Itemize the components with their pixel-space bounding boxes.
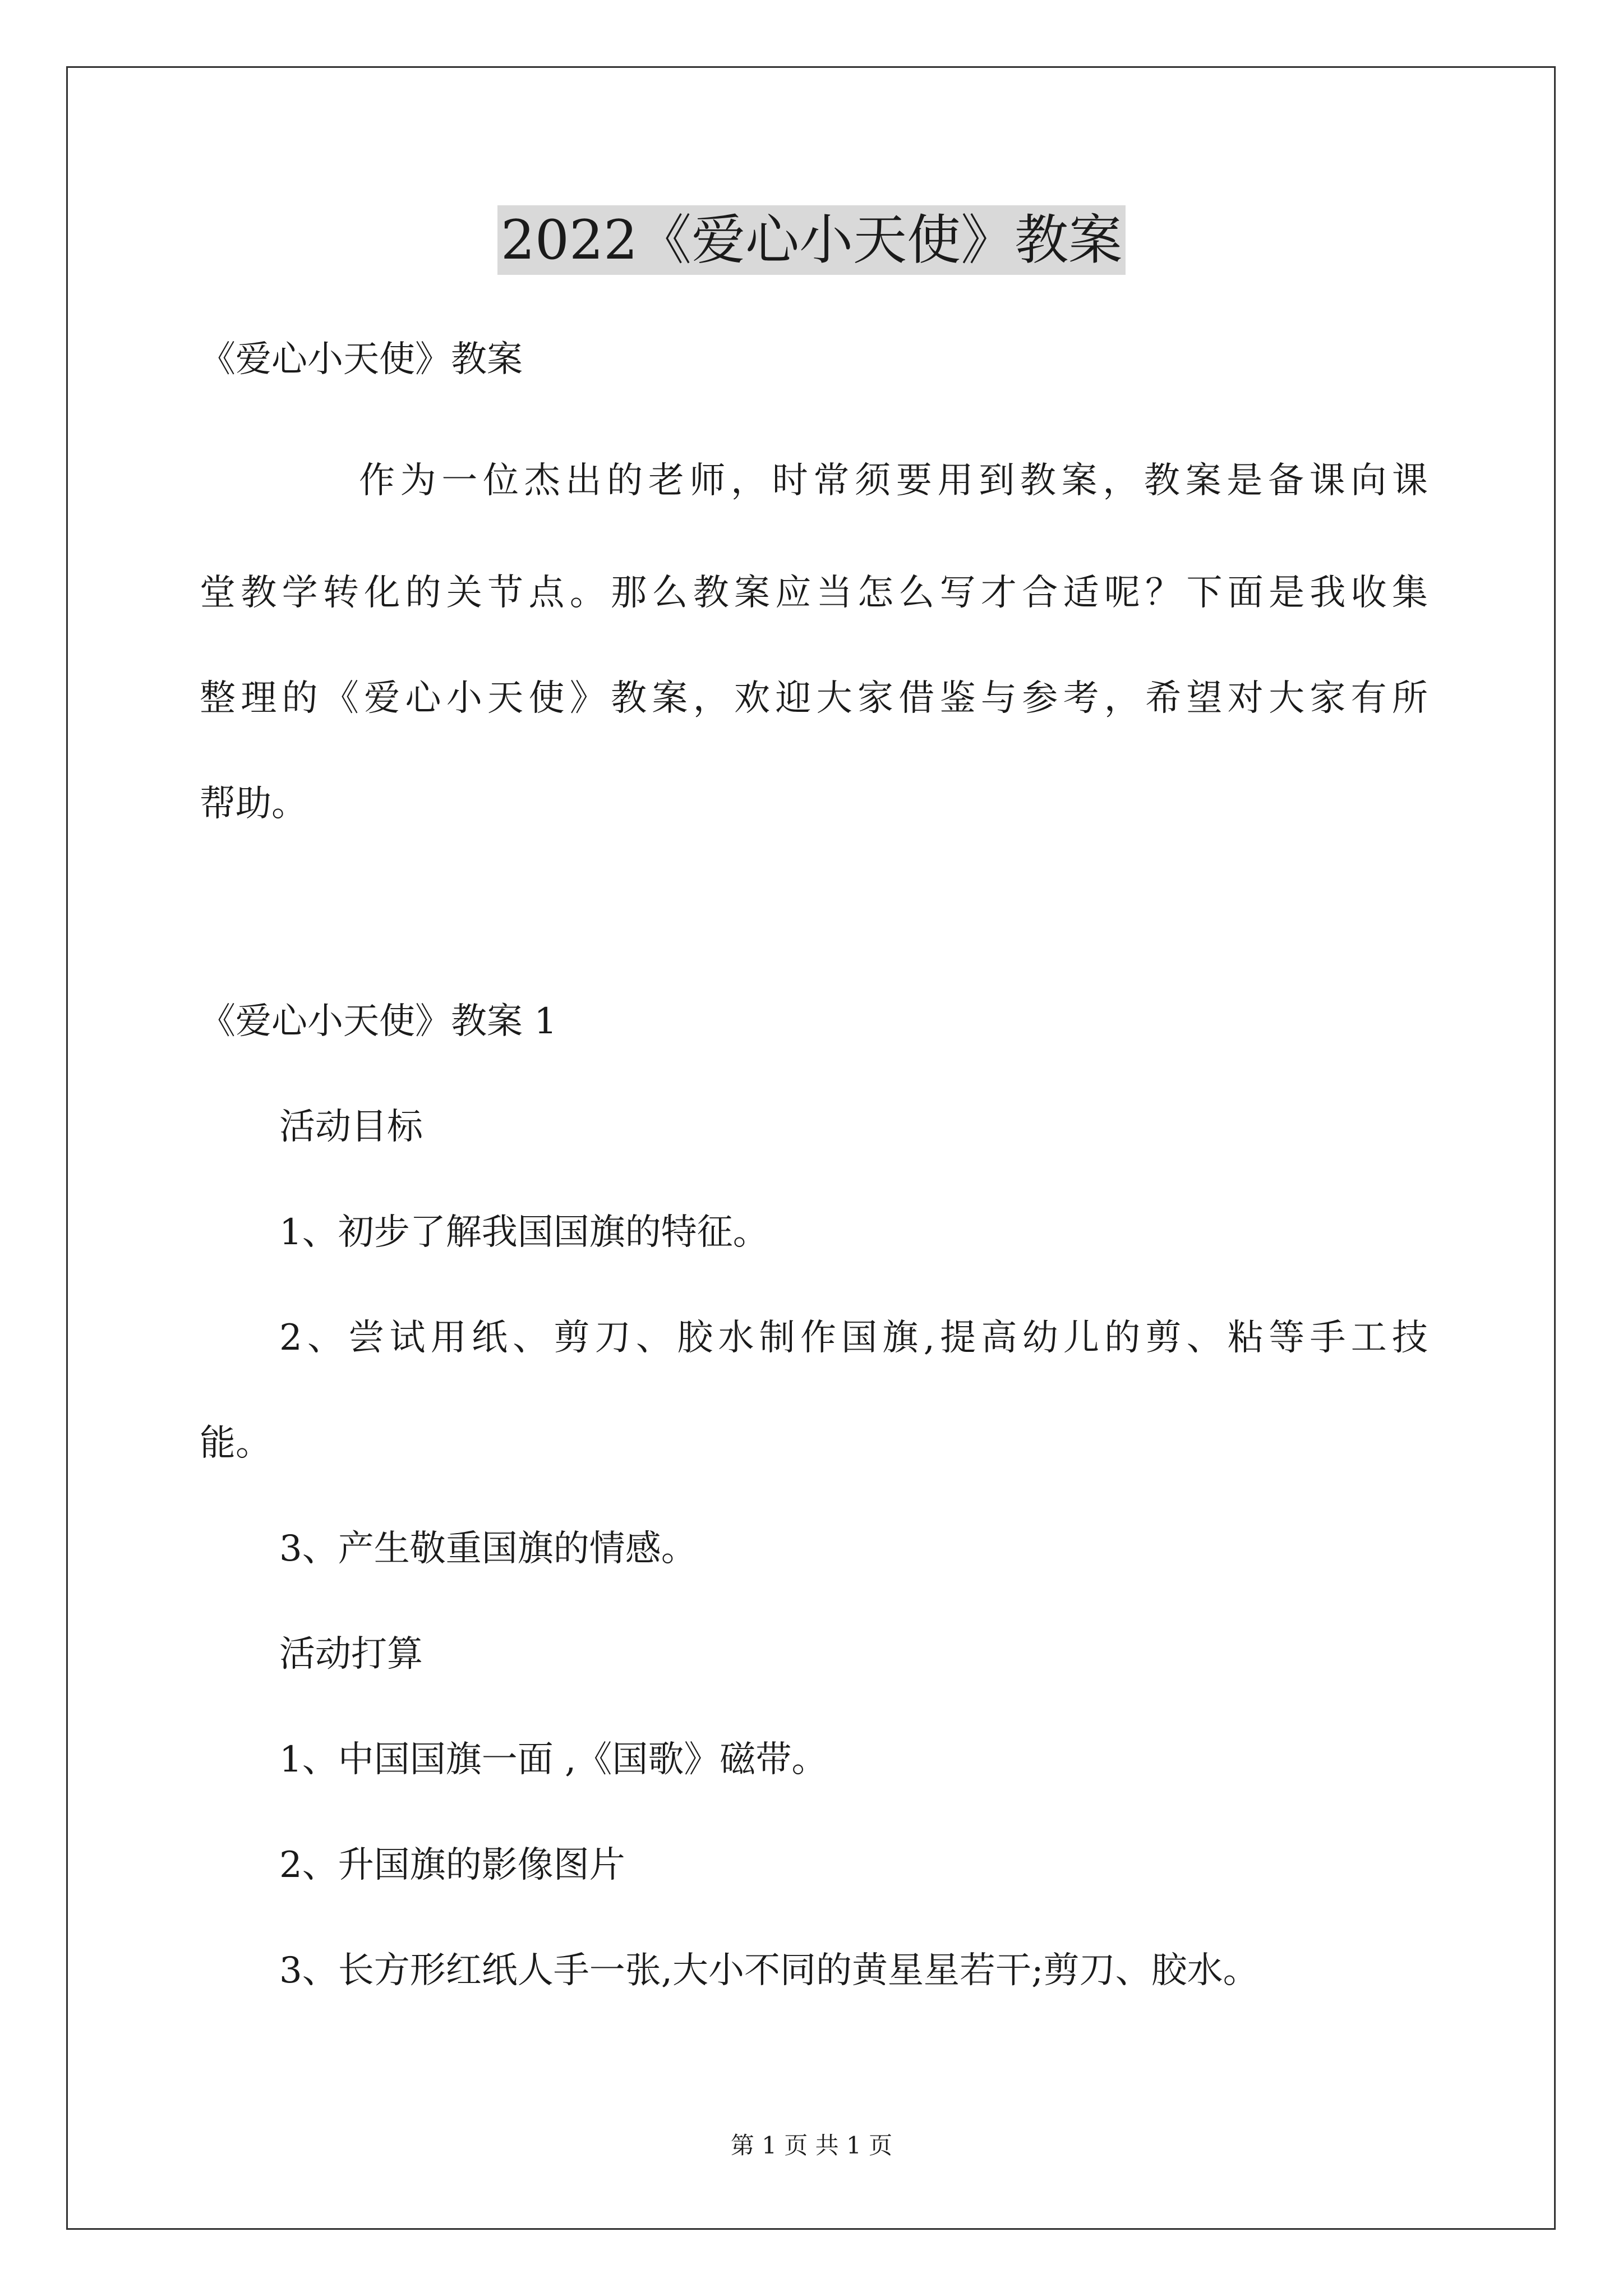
prep-item-2: 2、升国旗的影像图片 — [279, 1844, 625, 1886]
intro-line-2: 堂教学转化的关节点。那么教案应当怎么写才合适呢？下面是我收集 — [200, 572, 1428, 614]
document-title — [0, 204, 1623, 277]
goals-heading: 活动目标 — [279, 1106, 423, 1148]
prep-item-3: 3、长方形红纸人手一张,大小不同的黄星星若干;剪刀、胶水。 — [279, 1950, 1259, 1991]
intro-line-3: 整理的《爱心小天使》教案，欢迎大家借鉴与参考，希望对大家有所 — [200, 678, 1428, 719]
goal-item-3: 3、产生敬重国旗的情感。 — [279, 1528, 697, 1570]
intro-line-4: 帮助。 — [200, 783, 307, 825]
document-subtitle: 《爱心小天使》教案 — [200, 339, 523, 380]
page-footer: 第 1 页 共 1 页 — [730, 2132, 893, 2159]
prep-item-1: 1、中国国旗一面 ,《国歌》磁带。 — [279, 1739, 828, 1780]
prep-heading: 活动打算 — [279, 1634, 423, 1675]
document-title-text: 2022《爱心小天使》教案 — [497, 205, 1126, 275]
goal-item-2-line-1: 2、尝试用纸、剪刀、胶水制作国旗,提高幼儿的剪、粘等手工技 — [279, 1317, 1428, 1359]
section-heading: 《爱心小天使》教案 1 — [200, 1001, 557, 1042]
goal-item-1: 1、初步了解我国国旗的特征。 — [279, 1212, 769, 1253]
goal-item-2-line-2: 能。 — [200, 1423, 271, 1464]
intro-line-1: 作为一位杰出的老师，时常须要用到教案，教案是备课向课 — [359, 460, 1428, 501]
